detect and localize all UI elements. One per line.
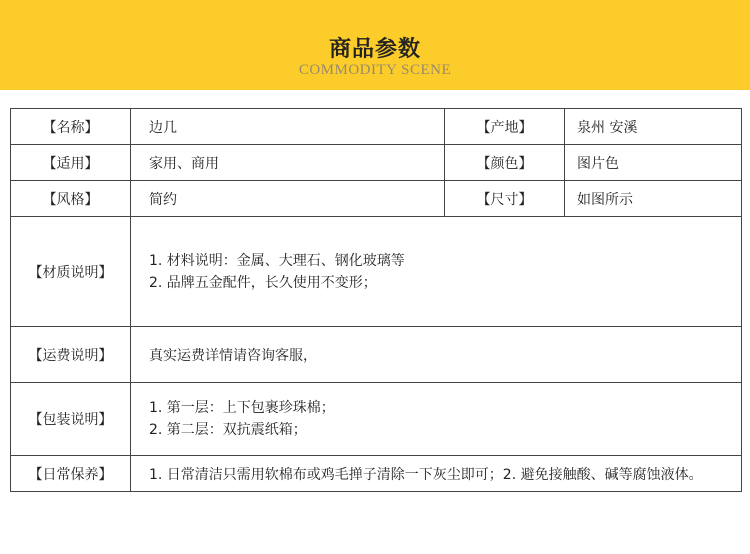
param-value-name: 边几 (131, 109, 445, 145)
material-line-1: 1. 材料说明：金属、大理石、钢化玻璃等 (149, 252, 405, 269)
param-value-size: 如图所示 (565, 181, 742, 217)
param-label-usage: 【适用】 (11, 145, 131, 181)
param-label-packing: 【包装说明】 (11, 383, 131, 456)
header-banner (0, 0, 750, 90)
section-subtitle: COMMODITY SCENE (298, 62, 452, 78)
param-label-size: 【尺寸】 (445, 181, 565, 217)
param-label-care: 【日常保养】 (11, 456, 131, 492)
param-value-care: 1. 日常清洁只需用软棉布或鸡毛掸子清除一下灰尘即可；2. 避免接触酸、碱等腐蚀液体。 (131, 456, 742, 492)
param-value-style: 简约 (131, 181, 445, 217)
table-row (11, 383, 742, 456)
table-row (11, 181, 742, 217)
param-label-name: 【名称】 (11, 109, 131, 145)
table-row (11, 327, 742, 383)
param-label-style: 【风格】 (11, 181, 131, 217)
section-title: 商品参数 (328, 37, 421, 62)
param-value-usage: 家用、商用 (131, 145, 445, 181)
packing-line-1: 1. 第一层：上下包裹珍珠棉； (149, 400, 335, 416)
table-row (11, 217, 742, 327)
param-label-material: 【材质说明】 (11, 217, 131, 327)
packing-line-2: 2. 第二层：双抗震纸箱； (149, 422, 307, 438)
param-label-origin: 【产地】 (445, 109, 565, 145)
table-row (11, 456, 742, 492)
param-value-origin: 泉州 安溪 (565, 109, 742, 145)
param-value-shipping: 真实运费详情请咨询客服， (131, 327, 742, 383)
param-value-packing (131, 383, 742, 456)
table-row (11, 145, 742, 181)
param-label-shipping: 【运费说明】 (11, 327, 131, 383)
parameter-table (10, 108, 742, 492)
material-line-2: 2. 品牌五金配件，长久使用不变形； (149, 274, 377, 291)
param-value-color: 图片色 (565, 145, 742, 181)
table-row (11, 109, 742, 145)
param-value-material (131, 217, 742, 327)
param-label-color: 【颜色】 (445, 145, 565, 181)
